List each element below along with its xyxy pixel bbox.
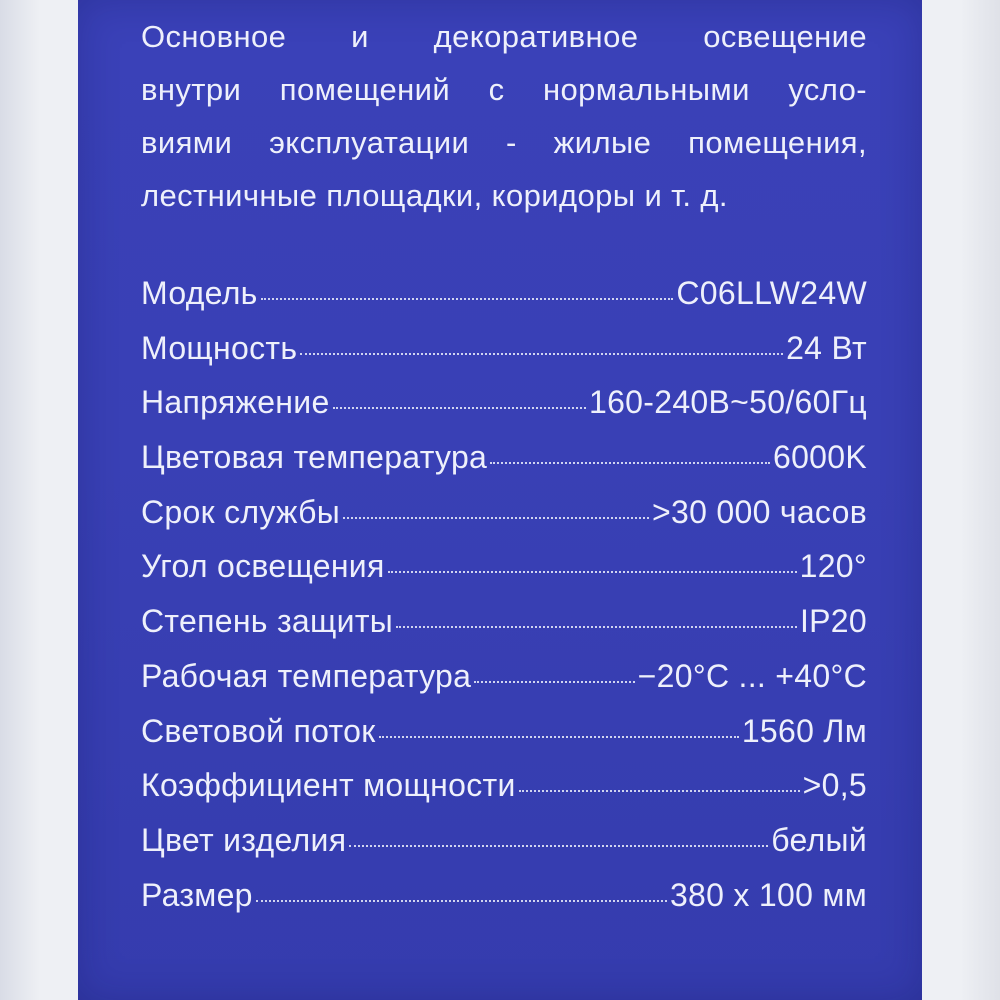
description-line: Основное и декоративное освещение [141,19,867,54]
spec-label: Коэффициент мощности [141,767,516,804]
spec-label: Модель [141,275,258,311]
spec-row-model [141,275,867,330]
description-line: виями эксплуатации - жилые помещения, [141,125,867,160]
spec-value: 24 Вт [786,329,867,366]
spec-row-voltage [141,384,867,439]
spec-row-lifetime [141,494,867,549]
dot-leader [300,353,783,355]
dot-leader [256,900,667,902]
spec-label: Степень защиты [141,603,394,640]
spec-value: 120° [799,548,867,585]
spec-label: Напряжение [141,384,330,421]
dot-leader [490,462,770,464]
spec-value: >30 000 часов [652,493,867,530]
dot-leader [396,626,797,628]
dot-leader [343,517,649,519]
spec-value: белый [771,821,867,858]
spec-row-size [141,877,867,932]
spec-value: C06LLW24W [676,275,867,311]
dot-leader [349,845,768,847]
spec-row-luminous-flux [141,713,867,768]
spec-value: −20°C ... +40°C [637,657,867,694]
spec-row-power-factor [141,767,867,822]
spec-row-beam-angle [141,548,867,603]
spec-value: >0,5 [802,767,867,804]
spec-row-power [141,330,867,385]
spec-label: Световой поток [141,712,376,749]
spec-row-operating-temperature [141,658,867,713]
spec-row-product-color [141,822,867,877]
spec-label: Срок службы [141,493,341,530]
description-line: внутри помещений с нормальными усло- [141,72,867,107]
spec-value: 1560 Лм [741,712,867,749]
spec-value: 6000K [772,439,867,476]
dot-leader [474,681,634,683]
spec-row-protection [141,603,867,658]
dot-leader [261,298,674,300]
spec-value: 380 x 100 мм [669,876,867,913]
spec-value: 160-240В~50/60Гц [588,384,867,421]
dot-leader [519,790,800,792]
dot-leader [333,407,586,409]
dot-leader [388,571,797,573]
spec-label: Цветовая температура [141,439,488,476]
description-line: лестничные площадки, коридоры и т. д. [141,178,728,213]
spec-label: Размер [141,876,253,913]
dot-leader [379,736,739,738]
specifications-list [141,275,867,931]
spec-label: Мощность [141,329,298,366]
spec-value: IP20 [799,603,867,640]
spec-label: Рабочая температура [141,657,472,694]
spec-row-color-temperature [141,439,867,494]
product-description [141,10,867,222]
spec-label: Цвет изделия [141,821,347,858]
spec-label: Угол освещения [141,548,385,585]
